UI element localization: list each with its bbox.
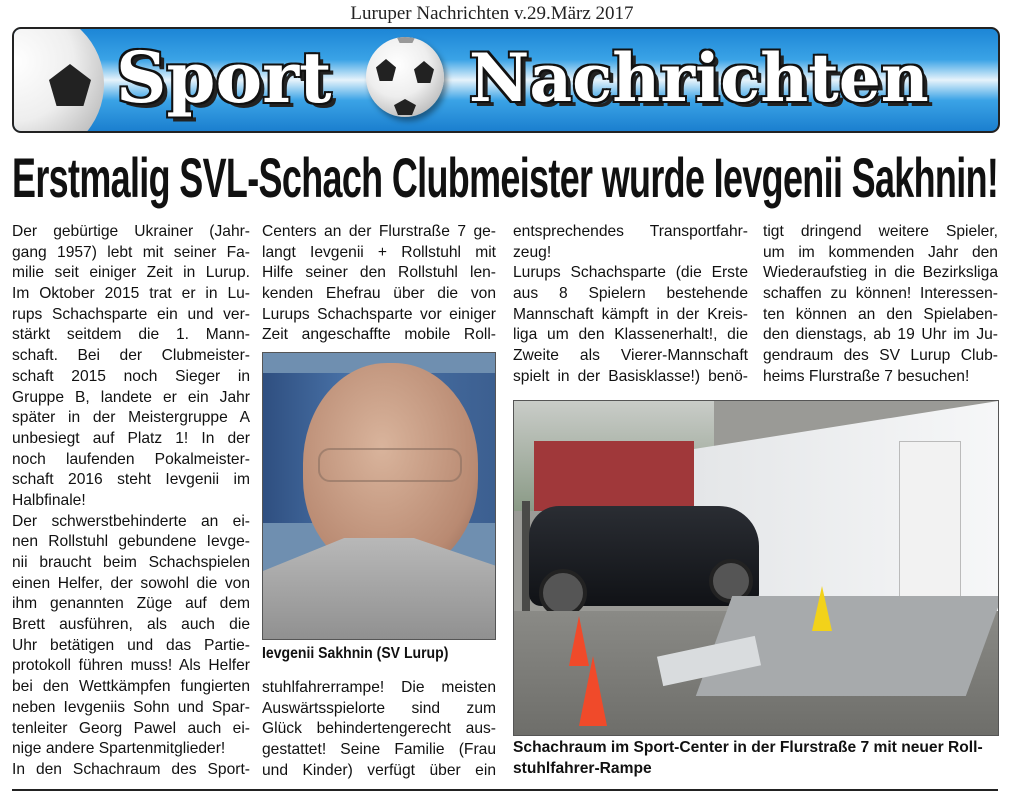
article-headline: Erstmalig SVL-Schach Clubmeister wurde Ievgenii Sakhnin! bbox=[12, 146, 999, 209]
soccer-ball-icon bbox=[12, 27, 104, 133]
text-line: schaft. Bei der Clubmeister- bbox=[12, 347, 250, 365]
text-line: Hilfe seiner den Rollstuhl len- bbox=[262, 264, 496, 282]
text-line: Auswärtsspielorte sind zum bbox=[262, 699, 496, 717]
text-line: Im Oktober 2015 trat er in Lu- bbox=[12, 285, 250, 303]
text-line: gestattet! Seine Familie (Frau bbox=[262, 741, 496, 759]
portrait-photo bbox=[262, 352, 496, 640]
text-line: Lurups Schachsparte (die Erste bbox=[513, 264, 748, 282]
chess-room-photo bbox=[513, 400, 999, 736]
text-line: Der schwerstbehinderte an ei- bbox=[12, 512, 250, 530]
text-line: heims Flurstraße 7 besuchen! bbox=[763, 367, 970, 385]
scene-caption bbox=[513, 738, 997, 779]
text-line: liga um den Klassenerhalt!, die bbox=[513, 326, 748, 344]
text-line: spielt in der Basisklasse!) benö- bbox=[513, 367, 748, 385]
text-line: schaffen zu können! Interessen- bbox=[763, 285, 998, 303]
text-line: kenden Ehefrau über die von bbox=[262, 285, 496, 303]
text-line: In den Schachraum des Sport- bbox=[12, 760, 250, 778]
text-line: stuhlfahrerrampe! Die meisten bbox=[262, 679, 496, 696]
text-line: Lurups Schachsparte vor einiger bbox=[262, 305, 496, 323]
text-line: noch laufenden Pokalmeister- bbox=[12, 450, 250, 468]
text-line: Zweite als Vierer-Mannschaft bbox=[513, 347, 748, 365]
text-line: langt Ievgenii + Rollstuhl mit bbox=[262, 243, 496, 261]
text-line: Glück behindertengerecht aus- bbox=[262, 720, 496, 738]
text-line: gendraum des SV Lurup Club- bbox=[763, 347, 998, 365]
sport-nachrichten-banner bbox=[12, 27, 1000, 133]
text-line: stärkt seitdem die 1. Mann- bbox=[12, 326, 250, 344]
text-line: schaft 2016 steht Ievgenii im bbox=[12, 471, 250, 489]
text-line: Der gebürtige Ukrainer (Jahr- bbox=[12, 223, 250, 240]
portrait-caption: Ievgenii Sakhnin (SV Lurup) bbox=[262, 645, 449, 662]
newspaper-masthead: Luruper Nachrichten v.29.März 2017 bbox=[350, 3, 634, 24]
article-column-4 bbox=[763, 222, 998, 388]
text-line: ten können an den Spielaben- bbox=[763, 305, 998, 323]
text-line: Brett ausführen, als auch die bbox=[12, 616, 250, 634]
text-line: aus 8 Spielern bestehende bbox=[513, 285, 748, 303]
text-line: Centers an der Flurstraße 7 ge- bbox=[262, 223, 496, 240]
scene-caption-line: Schachraum im Sport-Center in der Flurstraße 7 mit neuer Roll- bbox=[513, 739, 983, 756]
text-line: ihm genannten Züge auf dem bbox=[12, 595, 250, 613]
text-line: nige andere Spartenmitglieder! bbox=[12, 740, 226, 758]
text-line: tigt dringend weitere Spieler, bbox=[763, 223, 998, 240]
red-building bbox=[534, 441, 694, 511]
text-line: unbesiegt auf Platz 1! In der bbox=[12, 429, 250, 447]
bottom-rule bbox=[12, 789, 998, 791]
text-line: nen Rollstuhl gebundene Ievge- bbox=[12, 533, 250, 551]
text-line: um im kommenden Jahr den bbox=[763, 243, 998, 261]
banner-word-sport: Sport bbox=[116, 36, 332, 119]
text-line: zeug! bbox=[513, 243, 552, 261]
article-column-1 bbox=[12, 222, 250, 781]
text-line: rups Schachsparte ein und ver- bbox=[12, 305, 250, 323]
text-line: einen Helfer, der sowohl die von bbox=[12, 574, 250, 592]
article-column-3 bbox=[513, 222, 748, 388]
text-line: Mannschaft kämpft in der Kreis- bbox=[513, 305, 748, 323]
text-line: den dienstags, ab 19 Uhr im Ju- bbox=[763, 326, 998, 344]
text-line: bei den Wettkämpfen fungierten bbox=[12, 678, 250, 696]
text-line: Uhr betätigen und das Partie- bbox=[12, 636, 250, 654]
text-line: Gruppe B, landete er ein Jahr bbox=[12, 388, 250, 406]
text-line: schaft 2015 noch Sieger in bbox=[12, 367, 250, 385]
soccer-ball-icon bbox=[366, 37, 444, 117]
text-line: nii braucht beim Schachspielen bbox=[12, 554, 250, 571]
jacket bbox=[263, 538, 495, 640]
scene-caption-line: stuhlfahrer-Rampe bbox=[513, 759, 652, 777]
text-line: gang 1957) lebt mit seiner Fa- bbox=[12, 243, 250, 261]
text-line: und Kinder) verfügt über ein bbox=[262, 761, 496, 779]
text-line: protokoll führen muss! Als Helfer bbox=[12, 657, 250, 675]
text-line: entsprechendes Transportfahr- bbox=[513, 223, 748, 240]
article-column-2-bottom bbox=[262, 678, 496, 781]
text-line: neben Ievgeniis Sohn und Spar- bbox=[12, 698, 250, 716]
text-line: milie seit einiger Zeit in Lurup. bbox=[12, 264, 250, 282]
banner-word-nachrichten: Nachrichten bbox=[469, 39, 929, 117]
text-line: Zeit angeschaffte mobile Roll- bbox=[262, 326, 496, 344]
glasses bbox=[318, 448, 462, 482]
text-line: tenleiter Georg Pawel auch ei- bbox=[12, 719, 250, 737]
car-wheel bbox=[539, 569, 587, 617]
text-line: später in der Meistergruppe A bbox=[12, 409, 250, 427]
text-line: Wiederaufstieg in die Bezirksliga bbox=[763, 264, 998, 282]
article-column-2-top bbox=[262, 222, 496, 346]
text-line: Halbfinale! bbox=[12, 491, 86, 509]
